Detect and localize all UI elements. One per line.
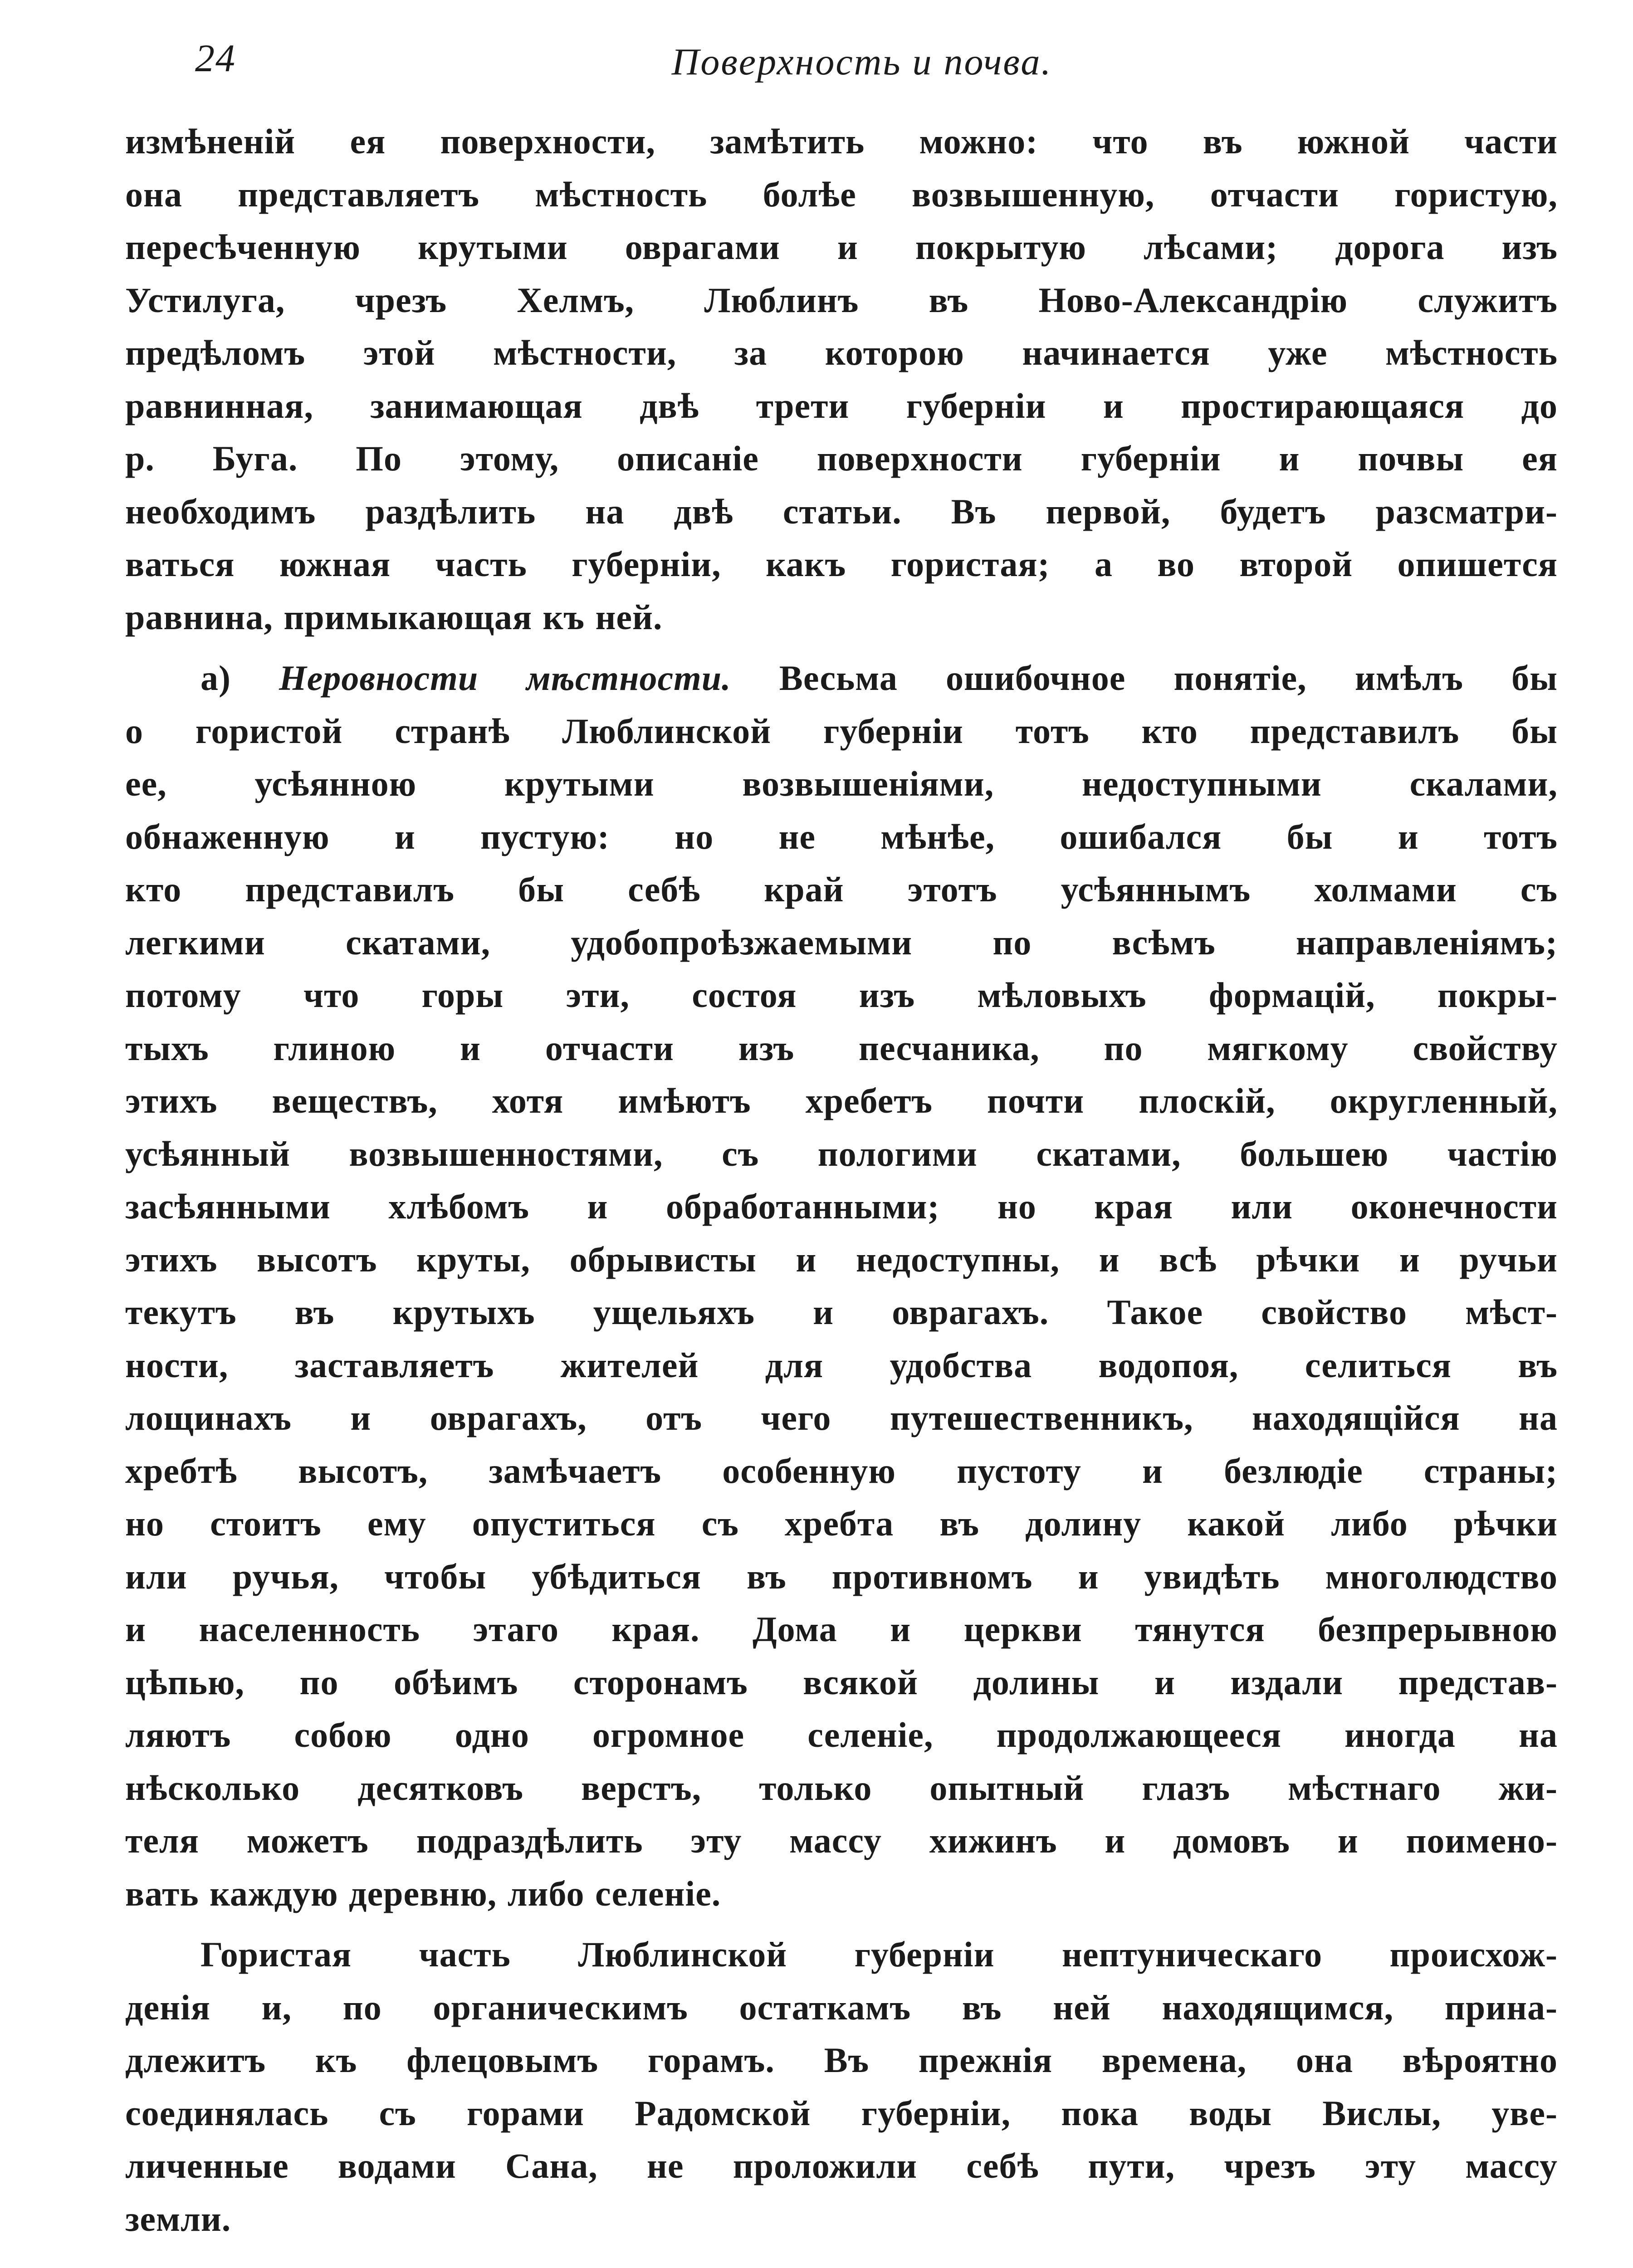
text-line: легкими скатами, удобопроѣзжаемыми по всѣмъ направленіямъ; <box>125 922 1558 962</box>
text-line: теля можетъ подраздѣлить эту массу хижинъ и домовъ и поимено- <box>125 1821 1558 1860</box>
text-line: ности, заставляетъ жителей для удобства водопоя, селиться въ <box>125 1345 1558 1385</box>
text-line: нѣсколько десятковъ верстъ, только опытный глазъ мѣстнаго жи- <box>125 1768 1558 1808</box>
text-line: ваться южная часть губерніи, какъ гористая; а во второй опишется <box>125 544 1558 584</box>
paragraph-1 <box>125 115 1558 644</box>
paragraph-2 <box>125 652 1558 1920</box>
text-line: о гористой странѣ Люблинской губерніи тотъ кто представилъ бы <box>125 711 1558 751</box>
text-line: цѣпью, по обѣимъ сторонамъ всякой долины и издали представ- <box>125 1662 1558 1702</box>
text-line: этихъ веществъ, хотя имѣютъ хребетъ почти плоскій, округленный, <box>125 1081 1558 1120</box>
text-line: хребтѣ высотъ, замѣчаетъ особенную пустоту и безлюдіе страны; <box>125 1451 1558 1491</box>
text-line: текутъ въ крутыхъ ущельяхъ и оврагахъ. Такое свойство мѣст- <box>125 1292 1558 1332</box>
text-line: равнинная, занимающая двѣ трети губерніи и простирающаяся до <box>125 386 1558 425</box>
body-text <box>125 115 1558 2245</box>
text-line: денія и, по органическимъ остаткамъ въ ней находящимся, прина- <box>125 1987 1558 2027</box>
text-line: вать каждую деревню, либо селеніе. <box>125 1873 721 1913</box>
text-line: и населенность этаго края. Дома и церкви тянутся безпрерывною <box>125 1609 1558 1649</box>
text-line: пересѣченную крутыми оврагами и покрытую лѣсами; дорога изъ <box>125 227 1558 267</box>
text-line: усѣянный возвышенностями, съ пологими скатами, большею частію <box>125 1134 1558 1173</box>
text-line: предѣломъ этой мѣстности, за которою начинается уже мѣстность <box>125 333 1558 372</box>
text-line: тыхъ глиною и отчасти изъ песчаника, по мягкому свойству <box>125 1028 1558 1068</box>
text-line: соединялась съ горами Радомской губерніи, пока воды Вислы, уве- <box>125 2093 1558 2133</box>
paragraph-gap <box>125 644 1558 652</box>
text-line: лощинахъ и оврагахъ, отъ чего путешественникъ, находящійся на <box>125 1398 1558 1437</box>
text-line: но стоитъ ему опуститься съ хребта въ долину какой либо рѣчки <box>125 1504 1558 1543</box>
page-header <box>195 27 1529 95</box>
paragraph-3 <box>125 1928 1558 2245</box>
text-line: личенные водами Сана, не проложили себѣ пути, чрезъ эту массу <box>125 2146 1558 2185</box>
text-line-rest: Весьма ошибочное понятіе, имѣлъ бы <box>731 658 1558 698</box>
text-line: необходимъ раздѣлить на двѣ статьи. Въ первой, будетъ разсматри- <box>125 491 1558 531</box>
text-line: кто представилъ бы себѣ край этотъ усѣяннымъ холмами съ <box>125 870 1558 909</box>
section-heading: Неровности мѣстности. <box>279 658 731 698</box>
text-line: Устилуга, чрезъ Хелмъ, Люблинъ въ Ново-Александрію служитъ <box>125 280 1558 320</box>
text-line: ее, усѣянною крутыми возвышеніями, недоступными скалами, <box>125 764 1558 803</box>
text-line: она представляетъ мѣстность болѣе возвышенную, отчасти гористую, <box>125 174 1558 214</box>
text-line: засѣянными хлѣбомъ и обработанными; но края или оконечности <box>125 1187 1558 1226</box>
text-line: обнаженную и пустую: но не мѣнѣе, ошибался бы и тотъ <box>125 816 1558 856</box>
text-line: потому что горы эти, состоя изъ мѣловыхъ формацій, покры- <box>125 975 1558 1015</box>
paragraph-gap <box>125 1920 1558 1928</box>
text-line: длежитъ къ флецовымъ горамъ. Въ прежнія времена, она вѣроятно <box>125 2040 1558 2080</box>
text-line: измѣненій ея поверхности, замѣтить можно: что въ южной части <box>125 122 1558 161</box>
text-line: Гористая часть Люблинской губерніи нептуническаго происхож- <box>200 1935 1558 1974</box>
text-line: или ручья, чтобы убѣдиться въ противномъ и увидѣть многолюдство <box>125 1556 1558 1596</box>
text-line: р. Буга. По этому, описаніе поверхности губерніи и почвы ея <box>125 439 1558 478</box>
text-line-with-heading <box>125 652 1558 705</box>
section-label: а) <box>200 658 279 698</box>
text-line: ляютъ собою одно огромное селеніе, продолжающееся иногда на <box>125 1715 1558 1755</box>
page-number: 24 <box>195 36 236 80</box>
running-title: Поверхность и почва. <box>671 41 1052 83</box>
text-line: этихъ высотъ круты, обрывисты и недоступны, и всѣ рѣчки и ручьи <box>125 1239 1558 1279</box>
text-line: земли. <box>125 2199 231 2239</box>
text-line: равнина, примыкающая къ ней. <box>125 597 663 637</box>
